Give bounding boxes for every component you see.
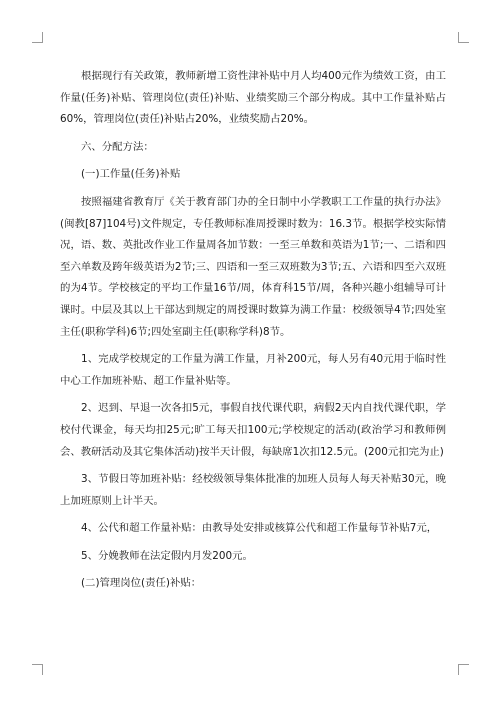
crop-mark-top-left	[32, 32, 43, 43]
document-body	[60, 66, 446, 601]
paragraph-performance-pay-intro: 根据现行有关政策，教师新增工资性津补贴中月人均400元作为绩效工资，由工作量(任务)补贴、管理岗位(责任)补贴、业绩奖励三个部分构成。其中工作量补贴占60%，管理岗位(责任)补贴占20%，业绩奖励占20%。	[60, 70, 446, 126]
paragraph-item-4: 4、公代和超工作量补贴：由教导处安排或核算公代和超工作量每节补贴7元，	[81, 522, 438, 535]
paragraph-item-3: 3、节假日等加班补贴：经校级领导集体批准的加班人员每人每天补贴30元，晚上加班原则上计半天。	[60, 473, 446, 507]
crop-mark-bottom-left	[32, 664, 43, 675]
paragraph-item-2: 2、迟到、早退一次各扣5元，事假自找代课代职，病假2天内自找代课代职，学校付代课金，每天均扣25元;旷工每天扣100元;学校规定的活动(政治学习和教师例会、教研活动及其它集体活动)按半天计假，每缺席1次扣12.5元。(200元扣完为止)	[60, 402, 446, 458]
paragraph-item-5: 5、分娩教师在法定假内月发200元。	[81, 549, 253, 562]
paragraph-workload-rules: 按照福建省教育厅《关于教育部门办的全日制中小学教职工工作量的执行办法》(闽教[87]104号)文件规定，专任教师标准周授课时数为：16.3节。根据学校实际情况，语、数、英批改作业工作量周各加节数：一至三单数和英语为1节;一、二语和四至六单数及跨年级英语为2节;三、四语和一至三双班数为3节;五、六语和四至六双班的为4节。学校核定的平均工作量16节/周，体育科15节/周，各种兴趣小组辅导可计课时。中层及其以上干部达到规定的周授课时数算为满工作量：校级领导4节;四处室主任(职称学科)6节;四处室副主任(职称学科)8节。	[60, 195, 446, 338]
paragraph-item-1: 1、完成学校规定的工作量为满工作量，月补200元，每人另有40元用于临时性中心工作加班补贴、超工作量补贴等。	[60, 353, 446, 387]
heading-workload-subsidy: (一)工作量(任务)补贴	[81, 168, 181, 181]
crop-mark-top-right	[458, 32, 469, 43]
crop-mark-bottom-right	[458, 664, 469, 675]
heading-distribution-method: 六、分配方法：	[81, 140, 154, 153]
heading-management-subsidy: (二)管理岗位(责任)补贴：	[81, 577, 202, 590]
